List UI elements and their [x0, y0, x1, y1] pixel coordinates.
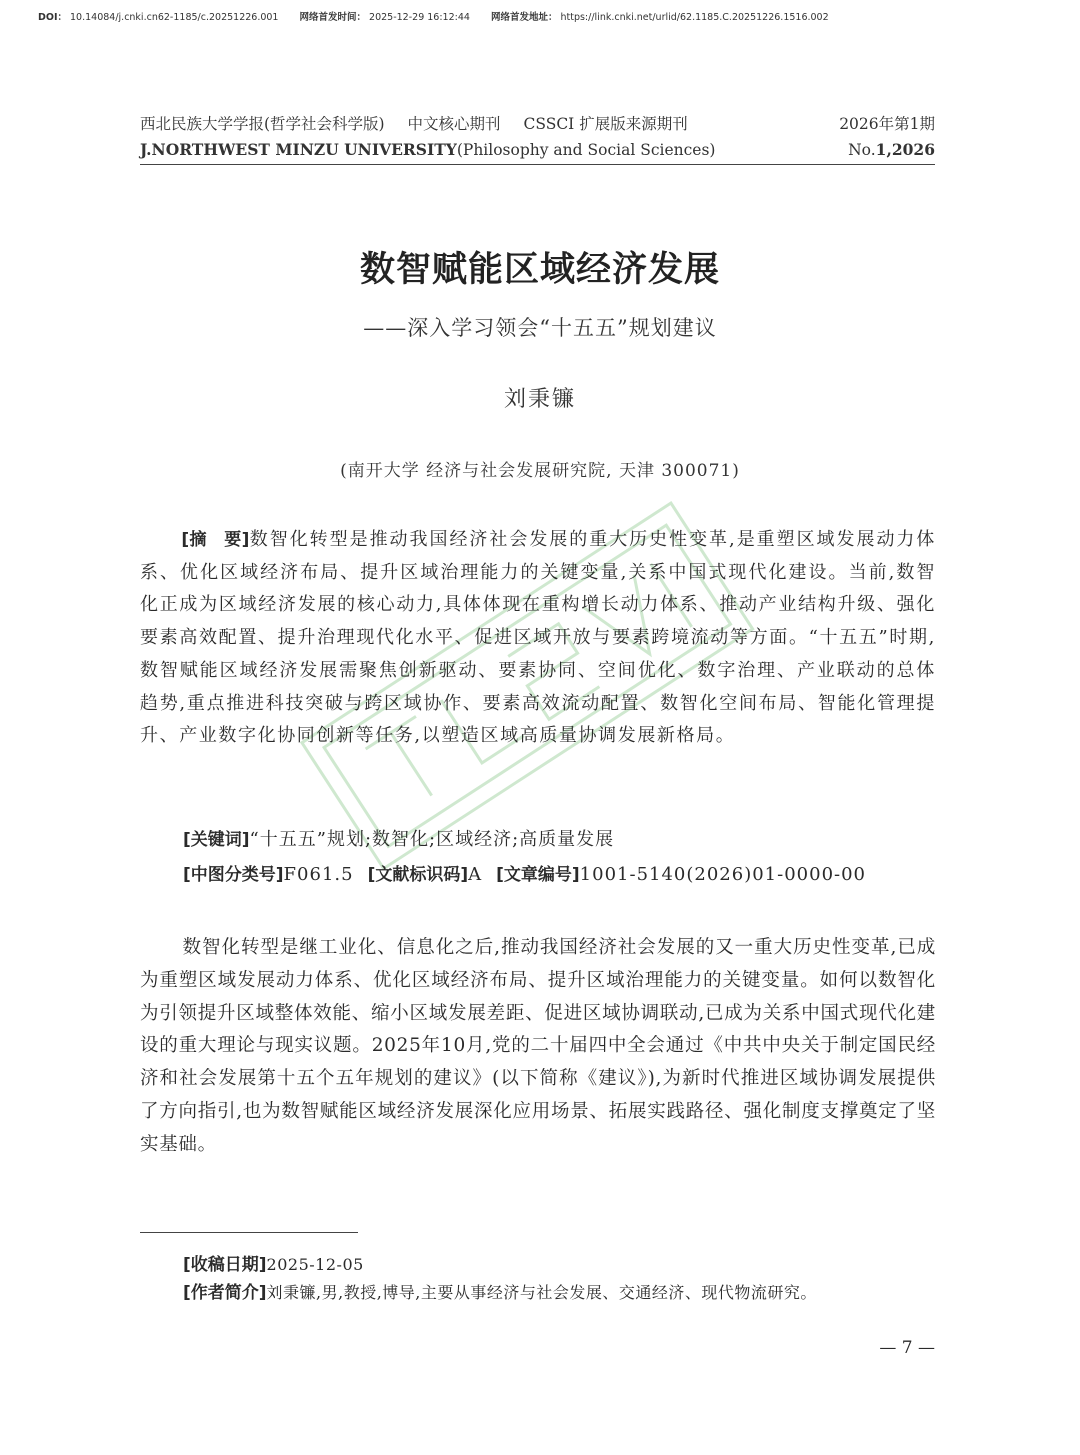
issue-cn: 2026年第1期: [839, 115, 935, 133]
journal-series-en: (Philosophy and Social Sciences): [456, 141, 716, 159]
doi-label: DOI：: [38, 12, 67, 23]
url-label: 网络首发地址：: [490, 12, 558, 23]
classification: [183, 860, 943, 885]
journal-header-cn: [140, 112, 935, 134]
abstract-text: 数智化转型是推动我国经济社会发展的重大历史性变革,是重塑区域发展动力体系、优化区域经济布局、提升区域治理能力的关键变量,关系中国式现代化建设。当前,数智化正成为区域经济发展的核心动力,具体体现在重构增长动力体系、推动产业结构升级、强化要素高效配置、提升治理现代化水平、促进区域开放与要素跨境流动等方面。“十五五”时期,数智赋能区域经济发展需聚焦创新驱动、要素协同、空间优化、数字治理、产业联动的总体趋势,重点推进科技突破与跨区域协作、要素高效流动配置、数智化空间布局、智能化管理提升、产业数字化协同创新等任务,以塑造区域高质量协调发展新格局。: [140, 529, 936, 747]
received-date: 2025-12-05: [266, 1255, 364, 1274]
article-subtitle: ——深入学习领会“十五五”规划建议: [363, 316, 717, 340]
abstract-label: [摘 要]: [181, 530, 250, 550]
doi-bar: [38, 9, 847, 23]
body-paragraph: 数智化转型是继工业化、信息化之后,推动我国经济社会发展的又一重大历史性变革,已成为重塑区域发展动力体系、优化区域经济布局、提升区域治理能力的关键变量。如何以数智化为引领提升区域整体效能、缩小区域发展差距、促进区域协调联动,已成为关系中国式现代化建设的重大理论与现实议题。2025年10月,党的二十届四中全会通过《中共中央关于制定国民经济和社会发展第十五个五年规划的建议》(以下简称《建议》),为新时代推进区域协调发展提供了方向指引,也为数智赋能区域经济发展深化应用场景、拓展实践路径、强化制度支撑奠定了坚实基础。: [140, 937, 936, 1155]
footnote-rule: [140, 1232, 358, 1233]
article-no-value: 1001-5140(2026)01-0000-00: [579, 864, 867, 885]
pub-time-label: 网络首发时间：: [299, 12, 367, 23]
article-title: 数智赋能区域经济发展: [359, 250, 720, 290]
url-value[interactable]: https://link.cnki.net/urlid/62.1185.C.20251226.1516.002: [560, 12, 829, 23]
page-number: — 7 —: [879, 1338, 935, 1358]
header-rule: [140, 164, 935, 165]
footnote-received: [183, 1250, 364, 1275]
bio-text: 刘秉镰,男,教授,博导,主要从事经济与社会发展、交通经济、现代物流研究。: [266, 1283, 817, 1302]
cssci-label: CSSCI 扩展版来源期刊: [523, 115, 688, 133]
issue-en-prefix: No.: [848, 141, 876, 159]
bio-label: [作者简介]: [183, 1283, 267, 1303]
abstract: [140, 524, 936, 753]
journal-name-en: J.NORTHWEST MINZU UNIVERSITY: [140, 140, 457, 159]
keywords-text: “十五五”规划;数智化;区域经济;高质量发展: [249, 829, 615, 850]
issue-en: 1,2026: [875, 140, 935, 159]
journal-name-cn: 西北民族大学学报(哲学社会科学版): [140, 115, 385, 133]
author-affiliation: (南开大学 经济与社会发展研究院, 天津 300071): [340, 461, 740, 481]
clc-value: F061.5: [283, 864, 354, 885]
pub-time-value: 2025-12-29 16:12:44: [369, 12, 470, 23]
doi-value: 10.14084/j.cnki.cn62-1185/c.20251226.001: [70, 12, 279, 23]
doc-code-label: [文献标识码]: [367, 865, 469, 885]
doc-code-value: A: [468, 864, 483, 885]
keywords: [183, 825, 943, 851]
core-journal-label: 中文核心期刊: [407, 115, 501, 133]
received-label: [收稿日期]: [183, 1255, 267, 1275]
journal-header-en: [140, 140, 935, 159]
keywords-label: [关键词]: [183, 830, 250, 850]
footnote-author-bio: [183, 1278, 817, 1303]
author-name: 刘秉镰: [503, 387, 576, 412]
article-no-label: [文章编号]: [496, 865, 580, 885]
clc-label: [中图分类号]: [183, 865, 284, 885]
